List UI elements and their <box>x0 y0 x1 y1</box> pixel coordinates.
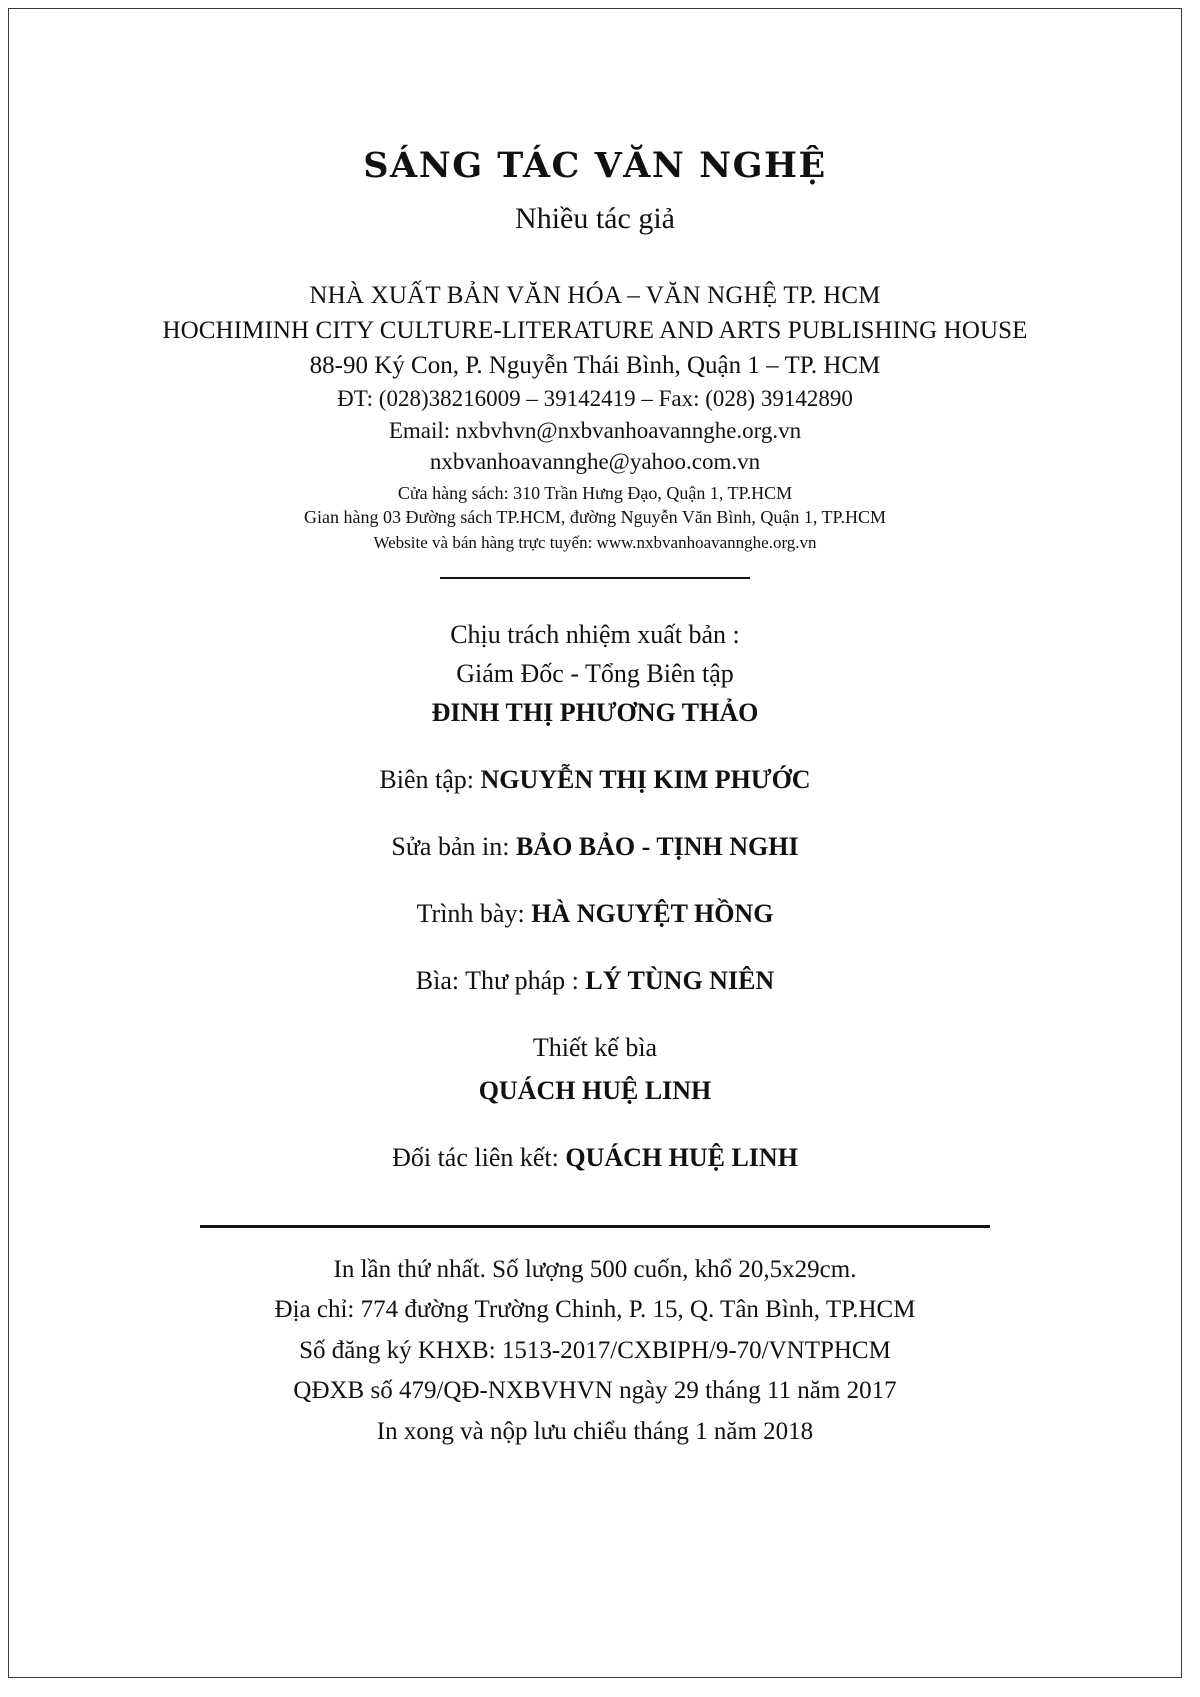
cover-calligraphy-name: LÝ TÙNG NIÊN <box>585 965 775 995</box>
partner-label: Đối tác liên kết: <box>392 1142 566 1172</box>
credits-block <box>9 615 1181 1177</box>
cover-design-name: QUÁCH HUỆ LINH <box>478 1075 712 1105</box>
partner-name: QUÁCH HUỆ LINH <box>565 1142 798 1172</box>
publisher-name-en: HOCHIMINH CITY CULTURE-LITERATURE AND ARTS PUBLISHING HOUSE <box>162 316 1028 344</box>
cover-calligraphy-row <box>9 961 1181 1000</box>
cover-design-label: Thiết kế bìa <box>532 1032 658 1062</box>
editor-row <box>9 760 1181 799</box>
deposit-date: In xong và nộp lưu chiểu tháng 1 năm 2018 <box>376 1417 814 1445</box>
registration-number: Số đăng ký KHXB: 1513-2017/CXBIPH/9-70/VNTPHCM <box>299 1336 891 1364</box>
director-name: ĐINH THỊ PHƯƠNG THẢO <box>431 697 759 727</box>
layout-label: Trình bày: <box>416 898 532 928</box>
print-run: In lần thứ nhất. Số lượng 500 cuốn, khổ 20,5x29cm. <box>333 1255 857 1283</box>
layout-name: HÀ NGUYỆT HỒNG <box>531 898 774 928</box>
editor-label: Biên tập: <box>379 764 481 794</box>
partner-row <box>9 1138 1181 1177</box>
printing-info-block <box>9 1250 1181 1453</box>
director-label: Giám Đốc - Tổng Biên tập <box>456 658 734 688</box>
proofreader-name: BẢO BẢO - TỊNH NGHI <box>515 831 799 861</box>
publisher-book-street-stall: Gian hàng 03 Đường sách TP.HCM, đường Nguyễn Văn Bình, Quận 1, TP.HCM <box>303 507 887 528</box>
editor-name: NGUYỄN THỊ KIM PHƯỚC <box>480 764 811 794</box>
cover-calligraphy-label: Bìa: Thư pháp : <box>415 965 586 995</box>
publisher-name-vi: NHÀ XUẤT BẢN VĂN HÓA – VĂN NGHỆ TP. HCM <box>309 281 881 309</box>
publisher-email-secondary: nxbvanhoavannghe@yahoo.com.vn <box>429 449 761 475</box>
publisher-bookstore: Cửa hàng sách: 310 Trần Hưng Đạo, Quận 1, TP.HCM <box>397 482 793 503</box>
divider-short <box>440 577 750 579</box>
page-content <box>9 9 1181 1452</box>
printer-address: Địa chỉ: 774 đường Trường Chinh, P. 15, Q. Tân Bình, TP.HCM <box>274 1296 916 1324</box>
layout-row <box>9 894 1181 933</box>
publisher-phone: ĐT: (028)38216009 – 39142419 – Fax: (028) 39142890 <box>337 385 853 411</box>
publisher-website: Website và bán hàng trực tuyến: www.nxbvanhoavannghe.org.vn <box>373 533 817 553</box>
page-title: SÁNG TÁC VĂN NGHỆ <box>363 145 827 186</box>
publishing-decision: QĐXB số 479/QĐ-NXBVHVN ngày 29 tháng 11 năm 2017 <box>293 1377 897 1405</box>
publisher-email-primary: Email: nxbvhvn@nxbvanhoavannghe.org.vn <box>388 417 802 443</box>
publisher-block <box>9 279 1181 555</box>
page-subtitle: Nhiều tác giả <box>515 201 675 235</box>
proofreader-row <box>9 827 1181 866</box>
responsible-label: Chịu trách nhiệm xuất bản : <box>450 619 740 649</box>
document-page <box>8 8 1182 1678</box>
proofreader-label: Sửa bản in: <box>391 831 516 861</box>
publisher-address: 88-90 Ký Con, P. Nguyễn Thái Bình, Quận 1 – TP. HCM <box>309 351 881 379</box>
divider-long <box>200 1225 990 1228</box>
